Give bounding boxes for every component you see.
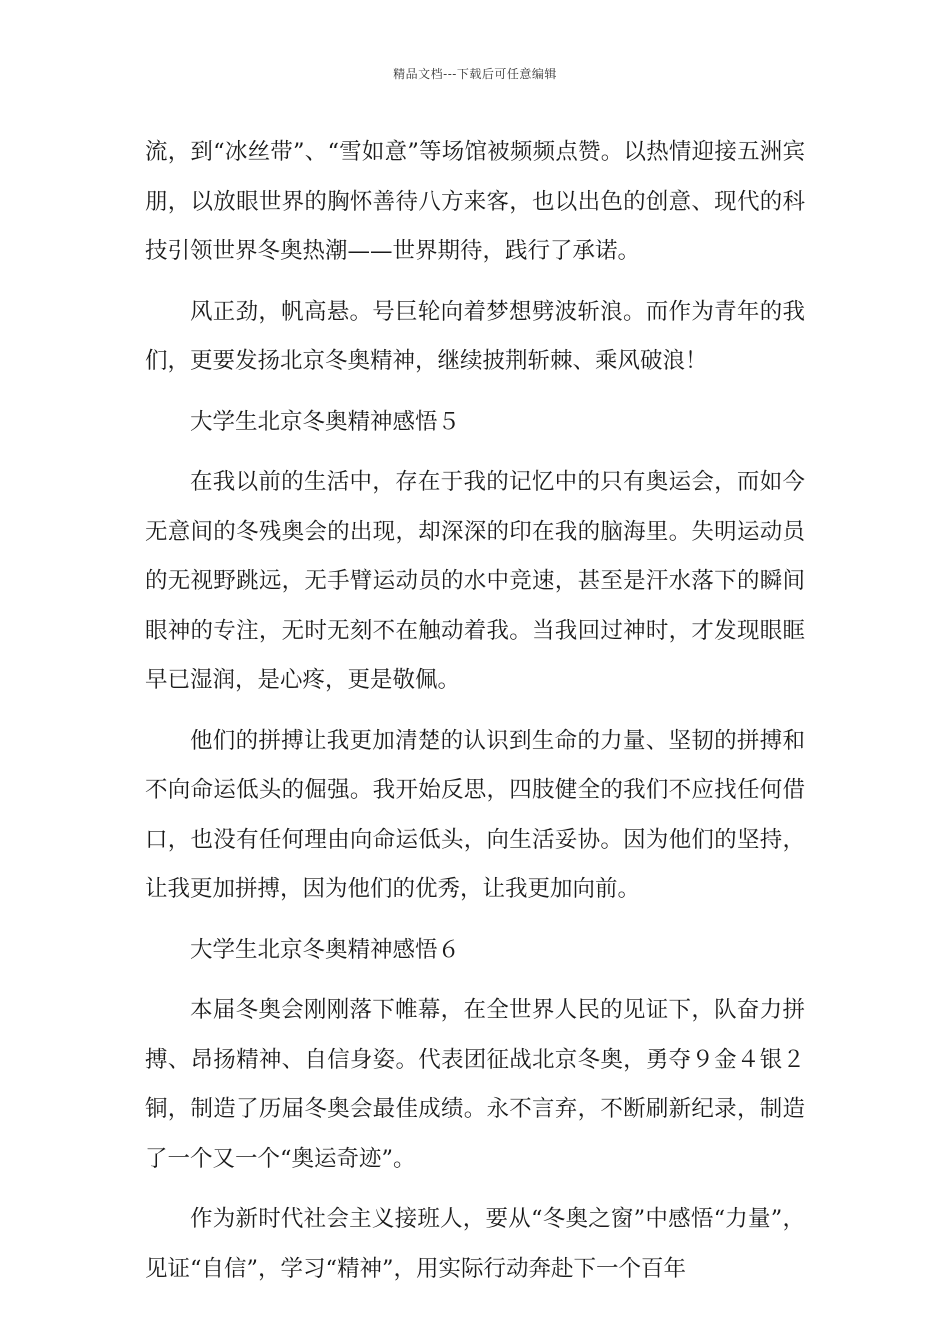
paragraph: 本届冬奥会刚刚落下帷幕，在全世界人民的见证下，队奋力拼搏、昂扬精神、自信身姿。代表团征战北京冬奥，勇夺９金４银２铜，制造了历届冬奥会最佳成绩。永不言弃，不断刷新纪录，制造了一个又一个“奥运奇迹”。 — [145, 997, 805, 1172]
section-heading: 大学生北京冬奥精神感悟６ — [190, 936, 461, 963]
page-header: 精品文档---下载后可任意编辑 — [393, 67, 557, 81]
paragraph-continuation: 流，到“冰丝带”、“雪如意”等场馆被频频点赞。以热情迎接五洲宾朋，以放眼世界的胸怀善待八方来客，也以出色的创意、现代的科技引领世界冬奥热潮——世界期待，践行了承诺。 — [145, 139, 805, 264]
paragraph: 在我以前的生活中，存在于我的记忆中的只有奥运会，而如今无意间的冬残奥会的出现，却深深的印在我的脑海里。失明运动员的无视野跳远，无手臂运动员的水中竞速，甚至是汗水落下的瞬间眼神的专注，无时无刻不在触动着我。当我回过神时，才发现眼眶早已湿润，是心疼，更是敬佩。 — [145, 469, 805, 693]
section-heading: 大学生北京冬奥精神感悟５ — [190, 408, 461, 435]
paragraph: 他们的拼搏让我更加清楚的认识到生命的力量、坚韧的拼搏和不向命运低头的倔强。我开始反思，四肢健全的我们不应找任何借口，也没有任何理由向命运低头，向生活妥协。因为他们的坚持，让我更加拼搏，因为他们的优秀，让我更加向前。 — [145, 727, 805, 902]
paragraph: 作为新时代社会主义接班人，要从“冬奥之窗”中感悟“力量”，见证“自信”，学习“精神”，用实际行动奔赴下一个百年 — [145, 1206, 805, 1282]
document-body — [145, 128, 805, 1305]
paragraph: 风正劲，帆高悬。号巨轮向着梦想劈波斩浪。而作为青年的我们，更要发扬北京冬奥精神，继续披荆斩棘、乘风破浪！ — [145, 298, 805, 374]
